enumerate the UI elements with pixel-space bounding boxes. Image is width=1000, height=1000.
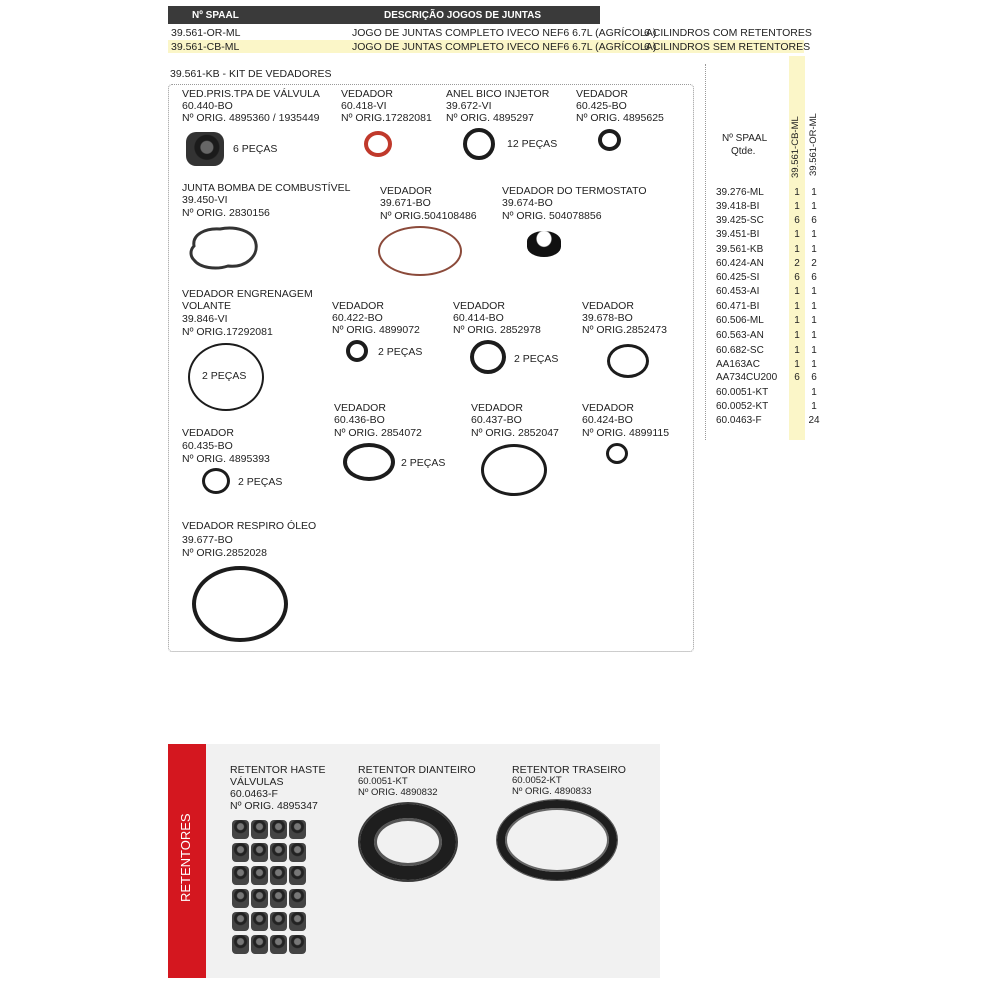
large-o-ring-image <box>378 226 462 276</box>
kit-item-code: 60.414-BO <box>453 312 504 324</box>
kit-item-orig: Nº ORIG. 4895360 / 1935449 <box>182 112 320 124</box>
injector-ring-image <box>463 128 495 160</box>
kit-item-name: VEDADOR DO TERMOSTATO <box>502 185 647 197</box>
kit-item-orig: Nº ORIG. 4899072 <box>332 324 420 336</box>
ret-item-orig: Nº ORIG. 4890832 <box>358 787 438 798</box>
header-row-1-desc: JOGO DE JUNTAS COMPLETO IVECO NEF6 6.7L (AGRÍCOLA) <box>352 27 657 39</box>
qty-col-a-label: 39.561-CB-ML <box>790 116 801 178</box>
ret-item-orig: Nº ORIG. 4895347 <box>230 800 318 812</box>
qty-head-1: Nº SPAAL <box>722 133 768 144</box>
kit-item-name: VEDADOR <box>341 88 393 100</box>
kit-item-orig: Nº ORIG. 504078856 <box>502 210 602 222</box>
kit-item-name: VEDADOR <box>380 185 432 197</box>
header-row-2-desc: JOGO DE JUNTAS COMPLETO IVECO NEF6 6.7L (AGRÍCOLA) <box>352 41 657 53</box>
ret-item-code: 60.0051-KT <box>358 776 408 787</box>
kit-item-orig: Nº ORIG.2852473 <box>582 324 667 336</box>
kit-item-qty: 12 PEÇAS <box>507 138 558 150</box>
kit-item-name: VEDADOR <box>182 427 234 439</box>
kit-item-code: 60.425-BO <box>576 100 627 112</box>
large-o-ring-image <box>192 566 288 642</box>
o-ring-image <box>607 344 649 378</box>
kit-item-name: VED.PRIS.TPA DE VÁLVULA <box>182 88 320 100</box>
kit-item-qty: 2 PEÇAS <box>378 346 423 358</box>
kit-item-qty: 2 PEÇAS <box>401 457 446 469</box>
kit-item-code: 39.678-BO <box>582 312 633 324</box>
o-ring-image <box>346 340 368 362</box>
valve-stem-seal-image <box>186 132 224 166</box>
ret-item-orig: Nº ORIG. 4890833 <box>512 786 592 797</box>
kit-item-orig: Nº ORIG.504108486 <box>380 210 477 222</box>
thermostat-seal-image <box>527 231 561 257</box>
ret-item-name: RETENTOR DIANTEIRO <box>358 764 476 776</box>
header-row-1-note: 6 CILINDROS COM RETENTORES <box>644 27 812 39</box>
kit-item-name: VEDADOR <box>334 402 386 414</box>
o-ring-image <box>481 444 547 496</box>
o-ring-image <box>364 131 392 157</box>
kit-item-name-line2: VOLANTE <box>182 300 232 312</box>
kit-item-code: 60.422-BO <box>332 312 383 324</box>
kit-item-code: 60.435-BO <box>182 440 233 452</box>
retentores-side-label: RETENTORES <box>178 813 193 902</box>
header-col-spaal: Nº SPAAL <box>192 10 239 21</box>
kit-item-orig: Nº ORIG. 4895297 <box>446 112 534 124</box>
o-ring-image <box>202 468 230 494</box>
header-row-2-note: 6 CILINDROS SEM RETENTORES <box>644 41 811 53</box>
ret-item-name: RETENTOR TRASEIRO <box>512 764 626 776</box>
kit-item-code: 39.450-VI <box>182 194 228 206</box>
kit-item-orig: Nº ORIG.17292081 <box>182 326 273 338</box>
header-col-desc: DESCRIÇÃO JOGOS DE JUNTAS <box>384 10 542 21</box>
kit-item-code: 60.418-VI <box>341 100 387 112</box>
kit-item-qty: 2 PEÇAS <box>514 353 559 365</box>
ret-item-code: 60.0463-F <box>230 788 278 800</box>
ret-item-name-line2: VÁLVULAS <box>230 776 284 788</box>
o-ring-image <box>606 443 628 464</box>
header-row-1-code: 39.561-OR-ML <box>171 27 241 39</box>
ret-item-code: 60.0052-KT <box>512 775 562 786</box>
kit-item-name: VEDADOR RESPIRO ÓLEO <box>182 520 317 532</box>
kit-item-code: 60.424-BO <box>582 414 633 426</box>
kit-item-code: 39.677-BO <box>182 534 233 546</box>
kit-item-name: VEDADOR ENGRENAGEM <box>182 288 313 300</box>
kit-item-orig: Nº ORIG. 2852978 <box>453 324 541 336</box>
kit-item-qty: 2 PEÇAS <box>238 476 283 488</box>
kit-item-code: 60.436-BO <box>334 414 385 426</box>
kit-item-qty: 6 PEÇAS <box>233 143 278 155</box>
kit-item-orig: Nº ORIG. 4895393 <box>182 453 270 465</box>
rear-seal-image <box>497 800 617 880</box>
kit-item-orig: Nº ORIG. 2852047 <box>471 427 559 439</box>
kit-item-name: VEDADOR <box>471 402 523 414</box>
kit-item-orig: Nº ORIG. 2830156 <box>182 207 270 219</box>
kit-item-code: 39.671-BO <box>380 197 431 209</box>
fuel-pump-gasket-image <box>186 224 260 272</box>
front-seal-image <box>360 804 456 880</box>
kit-item-orig: Nº ORIG.17282081 <box>341 112 432 124</box>
o-ring-image <box>470 340 506 374</box>
kit-item-name: VEDADOR <box>576 88 628 100</box>
kit-item-orig: Nº ORIG. 4895625 <box>576 112 664 124</box>
kit-item-code: 60.437-BO <box>471 414 522 426</box>
kit-title: 39.561-KB - KIT DE VEDADORES <box>170 68 332 80</box>
kit-item-qty: 2 PEÇAS <box>202 370 247 382</box>
ret-item-name: RETENTOR HASTE <box>230 764 326 776</box>
qty-table-left-border <box>705 64 706 440</box>
qty-head-2: Qtde. <box>731 146 756 157</box>
kit-item-orig: Nº ORIG.2852028 <box>182 547 267 559</box>
header-row-2-code: 39.561-CB-ML <box>171 41 240 53</box>
o-ring-image <box>343 443 395 481</box>
kit-item-orig: Nº ORIG. 4899115 <box>582 427 670 439</box>
kit-item-name: ANEL BICO INJETOR <box>446 88 550 100</box>
kit-item-code: 39.672-VI <box>446 100 492 112</box>
kit-item-name: JUNTA BOMBA DE COMBUSTÍVEL <box>182 182 351 194</box>
kit-item-code: 39.674-BO <box>502 197 553 209</box>
kit-item-name: VEDADOR <box>332 300 384 312</box>
o-ring-image <box>598 129 621 151</box>
kit-item-code: 60.440-BO <box>182 100 233 112</box>
kit-item-name: VEDADOR <box>582 402 634 414</box>
kit-item-name: VEDADOR <box>582 300 634 312</box>
qty-col-b-label: 39.561-OR-ML <box>808 113 819 176</box>
kit-item-code: 39.846-VI <box>182 313 228 325</box>
kit-item-orig: Nº ORIG. 2854072 <box>334 427 422 439</box>
kit-item-name: VEDADOR <box>453 300 505 312</box>
